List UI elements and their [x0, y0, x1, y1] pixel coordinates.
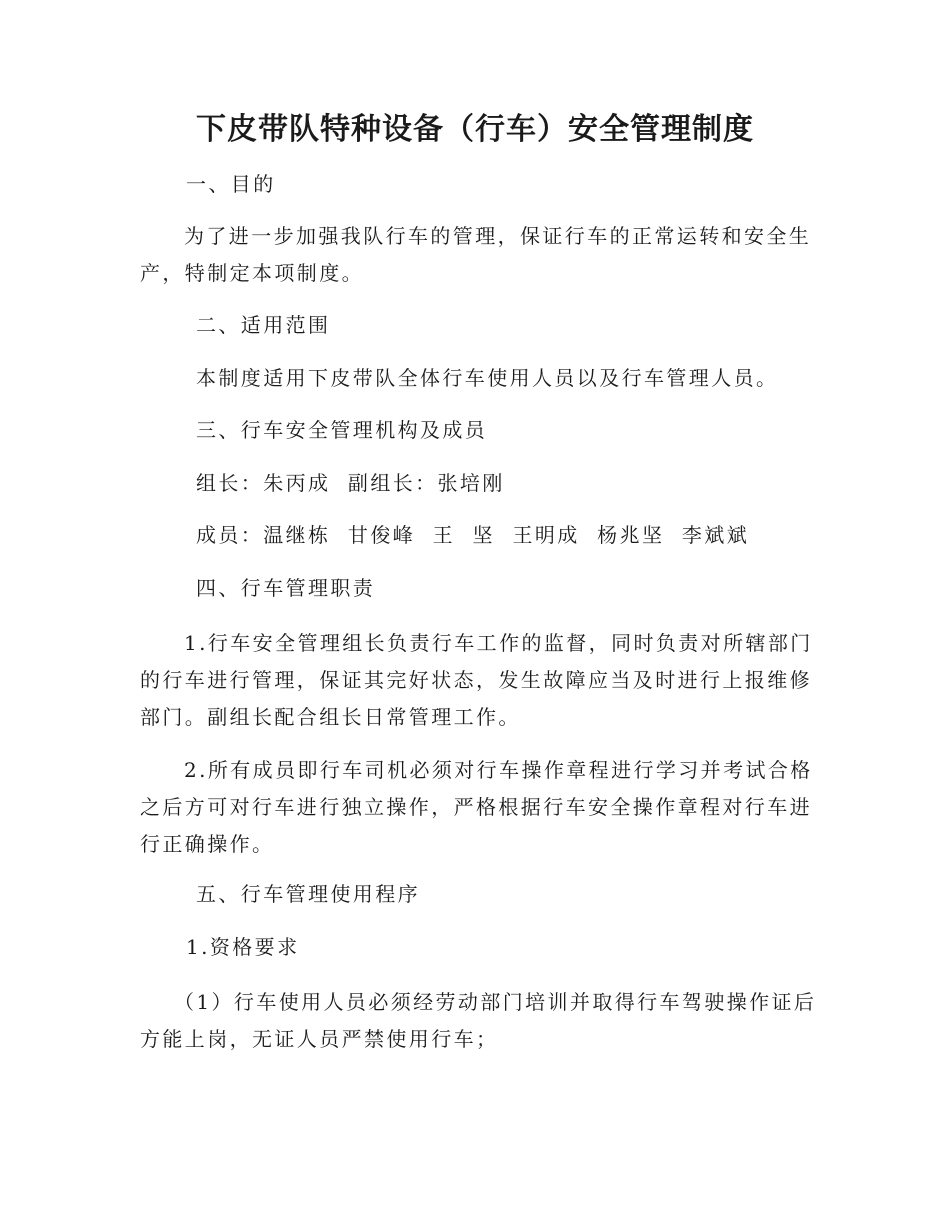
section-body-scope: 本制度适用下皮带队全体行车使用人员以及行车管理人员。	[196, 366, 779, 390]
section-heading-procedure: 五、行车管理使用程序	[196, 882, 420, 906]
qualification-item-1: （1）行车使用人员必须经劳动部门培训并取得行车驾驶操作证后方能上岗，无证人员严禁使用行车；	[140, 990, 817, 1051]
section-heading-purpose: 一、目的	[186, 172, 276, 196]
organization-leaders: 组长：朱丙成 副组长：张培刚	[196, 471, 505, 495]
document-title: 下皮带队特种设备（行车）安全管理制度	[196, 112, 754, 147]
organization-members: 成员：温继栋 甘俊峰 王 坚 王明成 杨兆坚 李斌斌	[196, 523, 750, 547]
subsection-heading-qualification: 1.资格要求	[186, 935, 300, 959]
section-heading-duties: 四、行车管理职责	[196, 576, 376, 600]
duty-item-2: 2.所有成员即行车司机必须对行车操作章程进行学习并考试合格之后方可对行车进行独立操作，严格根据行车安全操作章程对行车进行正确操作。	[140, 758, 813, 856]
section-heading-organization: 三、行车安全管理机构及成员	[196, 418, 488, 442]
duty-item-1: 1.行车安全管理组长负责行车工作的监督，同时负责对所辖部门的行车进行管理，保证其完好状态，发生故障应当及时进行上报维修部门。副组长配合组长日常管理工作。	[140, 631, 813, 729]
section-body-purpose: 为了进一步加强我队行车的管理，保证行车的正常运转和安全生产，特制定本项制度。	[140, 224, 812, 285]
section-heading-scope: 二、适用范围	[196, 313, 331, 337]
